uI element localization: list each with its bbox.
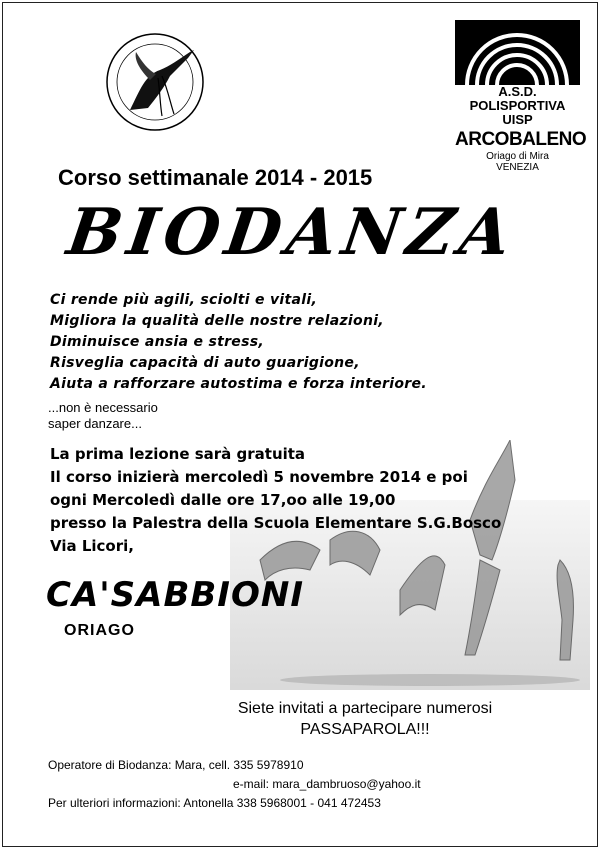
info-line: Via Licori,: [50, 537, 134, 555]
note-line: ...non è necessario: [48, 400, 158, 415]
invite-text: [0, 698, 600, 740]
sponsor-line2: POLISPORTIVA: [469, 98, 566, 113]
sponsor-line3: UISP: [502, 112, 533, 127]
info-line: La prima lezione sarà gratuita: [50, 445, 306, 463]
sponsor-place1: Oriago di Mira: [486, 151, 549, 162]
note-text: [48, 400, 158, 432]
contact-email: e-mail: mara_dambruoso@yahoo.it: [233, 777, 421, 791]
list-item: Migliora la qualità delle nostre relazioni,: [50, 313, 384, 329]
page-title: BIODANZA: [62, 195, 522, 270]
sponsor-line1: A.S.D.: [498, 84, 537, 99]
sponsor-block: [455, 20, 587, 173]
invite-line: PASSAPAROLA!!!: [300, 721, 430, 738]
contact-operator: Operatore di Biodanza: Mara, cell. 335 5978910: [48, 758, 304, 772]
list-item: Aiuta a rafforzare autostima e forza interiore.: [50, 376, 427, 392]
location-name: CA'SABBIONI: [46, 575, 304, 615]
info-line: Il corso inizierà mercoledì 5 novembre 2014 e poi: [50, 468, 468, 486]
info-line: presso la Palestra della Scuola Elementare S.G.Bosco: [50, 514, 502, 532]
list-item: Diminuisce ansia e stress,: [50, 334, 264, 350]
invite-line: Siete invitati a partecipare numerosi: [237, 700, 493, 717]
list-item: Ci rende più agili, sciolti e vitali,: [50, 292, 318, 308]
rainbow-arcs-icon: [455, 20, 580, 85]
sponsor-name: ARCOBALENO: [455, 129, 587, 150]
sponsor-place2: VENEZIA: [496, 162, 539, 173]
contact-more: Per ulteriori informazioni: Antonella 338 5968001 - 041 472453: [48, 796, 381, 810]
info-line: ogni Mercoledì dalle ore 17,oo alle 19,00: [50, 491, 396, 509]
list-item: Risveglia capacità di auto guarigione,: [50, 355, 360, 371]
heron-bird-icon: [90, 30, 220, 135]
town-name: ORIAGO: [64, 622, 135, 639]
note-line: saper danzare...: [48, 416, 142, 431]
schedule-info: [50, 443, 501, 558]
contacts: [48, 756, 421, 813]
course-heading: Corso settimanale 2014 - 2015: [58, 165, 373, 190]
benefits-list: [50, 290, 427, 395]
